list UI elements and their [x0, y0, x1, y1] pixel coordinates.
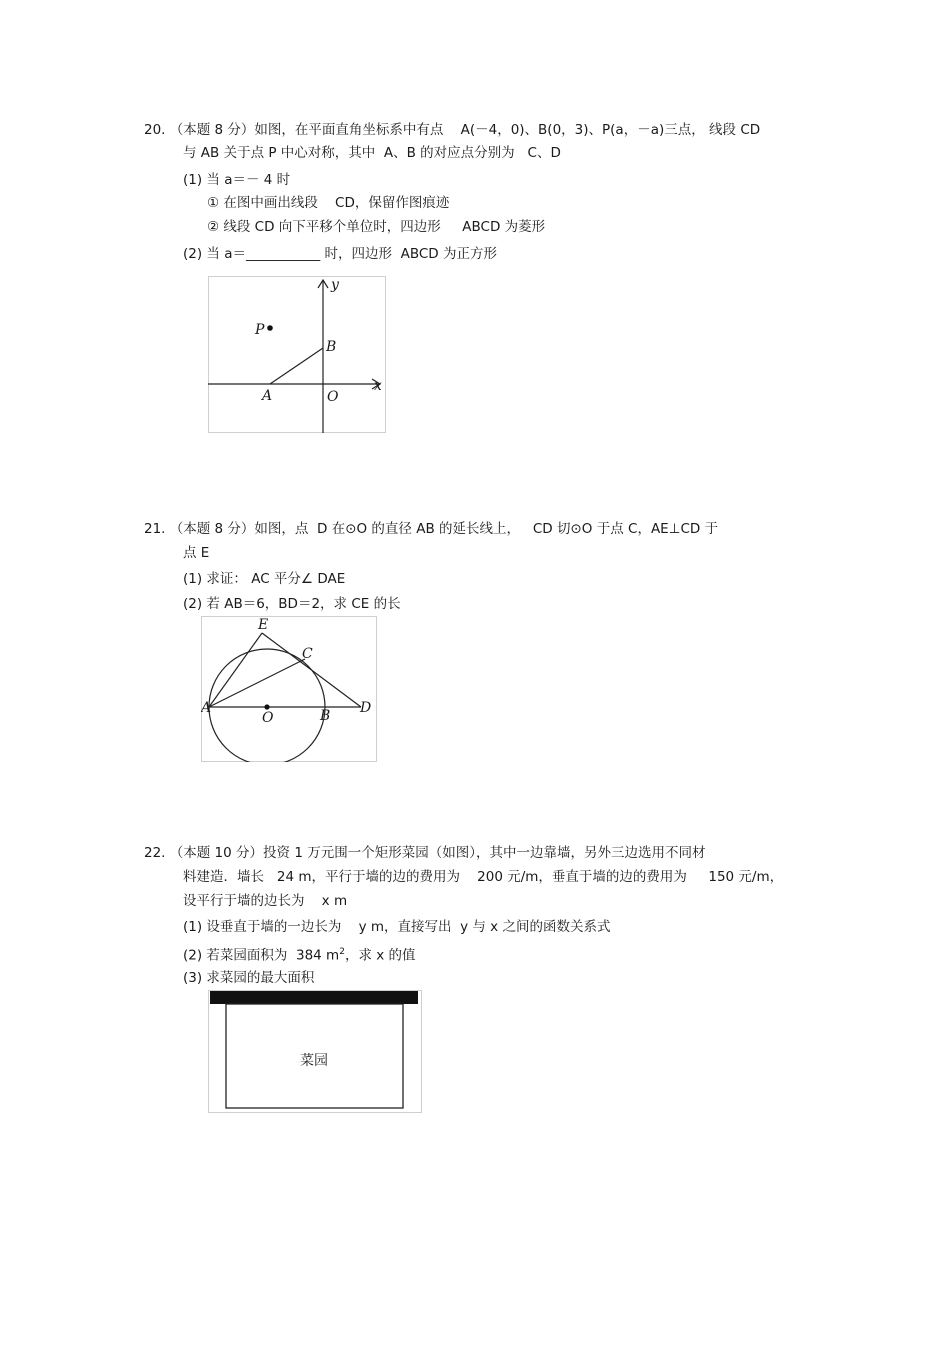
point-p [267, 325, 273, 331]
wall [210, 991, 418, 1004]
q22-part3: (3) 求菜园的最大面积 [183, 970, 315, 986]
label-a: A [201, 700, 212, 716]
q21-line1: 21. （本题 8 分）如图，点 D 在⊙O 的直径 AB 的延长线上， CD 切⊙O 于点 C，AE⊥CD 于 [144, 521, 719, 537]
segment-ab [270, 348, 323, 384]
q20-part1b: ② 线段 CD 向下平移个单位时，四边形 ABCD 为菱形 [207, 219, 546, 235]
q22-part2: (2) 若菜园面积为 384 $m^2$，求 x 的值 [183, 947, 416, 964]
garden-label: 菜园 [300, 1053, 328, 1069]
label-o: O [327, 389, 339, 405]
q21-line2: 点 E [183, 545, 210, 561]
q20-coordinate-figure [208, 276, 386, 433]
q20-part1: (1) 当 a＝－ 4 时 [183, 172, 291, 188]
label-o: O [262, 710, 274, 726]
q21-circle-figure [201, 616, 377, 762]
q22-garden-figure [208, 990, 422, 1113]
label-d: D [360, 700, 372, 716]
label-y: y [331, 277, 339, 293]
q21-part1: (1) 求证： AC 平分∠ DAE [183, 571, 346, 587]
q22-part1: (1) 设垂直于墙的一边长为 y m，直接写出 y 与 x 之间的函数关系式 [183, 919, 611, 935]
label-x: x [374, 378, 382, 394]
q20-part1a: ① 在图中画出线段 CD，保留作图痕迹 [207, 195, 450, 211]
q20-part2: (2) 当 a＝___________ 时，四边形 ABCD 为正方形 [183, 246, 497, 262]
label-e: E [258, 617, 269, 633]
q20-line1: 20. （本题 8 分）如图，在平面直角坐标系中有点 A(－4，0)、B(0，3)、P(a，－a)三点， 线段 CD [144, 122, 761, 138]
q22-line3: 设平行于墙的边长为 x m [183, 893, 348, 909]
q21-part2: (2) 若 AB＝6，BD＝2，求 CE 的长 [183, 596, 401, 612]
line-ae [209, 633, 262, 707]
label-b: B [326, 339, 337, 355]
label-c: C [302, 646, 313, 662]
q22-line1: 22. （本题 10 分）投资 1 万元围一个矩形菜园（如图），其中一边靠墙，另外三边选用不同材 [144, 845, 706, 861]
q22-line2: 料建造．墙长 24 m，平行于墙的边的费用为 200 元/m，垂直于墙的边的费用为 150 元/m， [183, 869, 784, 885]
q20-line2: 与 AB 关于点 P 中心对称，其中 A、B 的对应点分别为 C、D [183, 145, 561, 161]
label-p: P [255, 322, 265, 338]
line-ed [262, 633, 361, 707]
center-o [264, 704, 269, 709]
line-ac [209, 659, 305, 707]
label-a: A [262, 388, 273, 404]
label-b: B [320, 708, 331, 724]
